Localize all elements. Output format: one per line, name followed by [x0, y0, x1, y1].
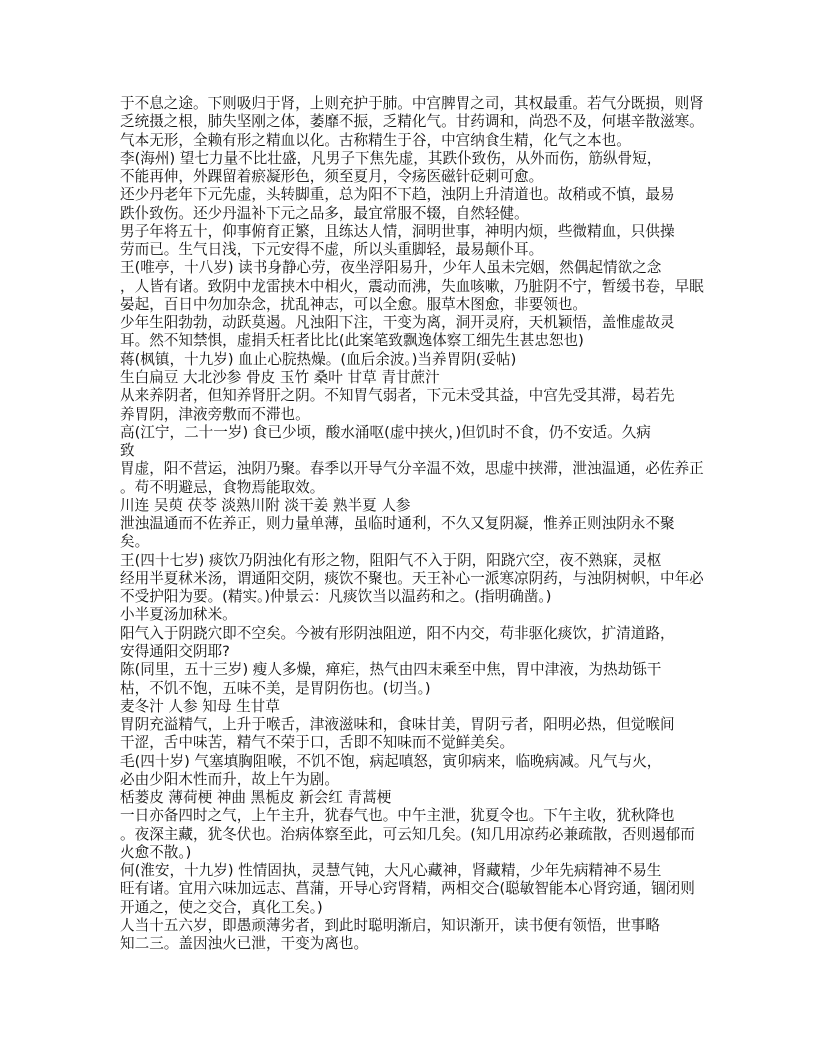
text-line: 生白扁豆 大北沙参 骨皮 玉竹 桑叶 甘草 青甘蔗汁	[120, 368, 440, 386]
text-line: 旺有诸。宜用六味加远志、菖蒲，开导心窍肾精，两相交合(聪敏智能本心肾窍通，锢闭则	[120, 880, 695, 898]
text-line: 男子年将五十，仰事俯育正繁，且练达人情，洞明世事，神明内烦，些微精血，只供操	[120, 222, 675, 240]
text-line: 麦冬汁 人参 知母 生甘草	[120, 697, 280, 715]
text-line: 高(江宁，二十一岁) 食已少顷，酸水涌呕(虚中挟火，)但饥时不食，仍不安适。久病	[120, 423, 651, 441]
text-line: 不受护阳为要。(精实。)仲景云：凡痰饮当以温药和之。(指明确凿。)	[120, 588, 552, 606]
text-line: 何(淮安，十九岁) 性情固执，灵慧气钝，大凡心藏神，肾藏精，少年先病精神不易生	[120, 862, 662, 880]
text-line: 人当十五六岁，即愚顽薄劣者，到此时聪明渐启，知识渐开，读书便有领悟，世事略	[120, 916, 660, 934]
text-line: 必由少阳木性而升，故上午为剧。	[120, 770, 339, 788]
text-line: 矣。	[120, 533, 150, 551]
text-line: ，人皆有诸。致阴中龙雷挟木中相火，震动而沸，失血咳嗽，乃脏阴不宁，暂缓书卷，早眠	[120, 277, 704, 295]
text-line: 火愈不散。)	[120, 843, 192, 861]
text-line: 胃虚，阳不营运，浊阴乃聚。春季以开导气分辛温不效，思虚中挟滞，泄浊温通，必佐养正	[120, 460, 704, 478]
text-line: 致	[120, 442, 135, 460]
text-line: 安得通阳交阴耶?	[120, 642, 230, 660]
text-line: 劳而已。生气日浅，下元安得不虚，所以头重脚轻，最易颠仆耳。	[120, 241, 544, 259]
text-line: 跌仆致伤。还少丹温补下元之品多，最宜常服不辍，自然轻健。	[120, 204, 529, 222]
text-line: 王(唯亭，十八岁) 读书身静心劳，夜坐浮阳易升，少年人虽未完姻，然偶起情欲之念	[120, 259, 662, 277]
text-line: 耳。然不知禁惧，虚捐夭枉者比比(此案笔致飘逸体察工细先生甚忠恕也)	[120, 332, 584, 350]
text-line: 泄浊温通而不佐养正，则力量单薄，虽临时通利，不久又复阴凝，惟养正则浊阴永不聚	[120, 515, 675, 533]
text-line: 小半夏汤加秫米。	[120, 606, 237, 624]
text-line: 从来养阴者，但知养肾肝之阴。不知胃气弱者，下元未受其益，中宫先受其滞，曷若先	[120, 387, 675, 405]
text-line: 养胃阴，津液旁敷而不滞也。	[120, 405, 310, 423]
text-line: 经用半夏秫米汤，谓通阳交阴，痰饮不聚也。天王补心一派寒凉阴药，与浊阴树帜，中年必	[120, 569, 704, 587]
text-line: 枯，不饥不饱，五味不美，是胃阴伤也。(切当。)	[120, 679, 431, 697]
text-line: 少年生阳勃勃，动跃莫遏。凡浊阳下注，干变为离，洞开灵府，天机颖悟，盖惟虚故灵	[120, 314, 675, 332]
text-line: 阳气入于阴跷穴即不空矣。今被有形阴浊阻逆，阳不内交，苟非驱化痰饮，扩清道路，	[120, 624, 675, 642]
text-line: 。苟不明避忌，食物焉能取效。	[120, 478, 325, 496]
text-line: 。夜深主藏，犹冬伏也。治病体察至此，可云知几矣。(知几用凉药必兼疏散，否则遏郁而	[120, 825, 695, 843]
text-line: 不能再伸，外踝留着瘀凝形色，须至夏月，令疡医磁针砭刺可愈。	[120, 168, 544, 186]
text-line: 干涩，舌中味苦，精气不荣于口，舌即不知味而不觉鲜美矣。	[120, 734, 515, 752]
text-line: 开通之，使之交合，真化工矣。)	[120, 898, 323, 916]
text-line: 蒋(枫镇，十九岁) 血止心脘热燥。(血后余波。)当养胃阴(妥帖)	[120, 350, 517, 368]
text-line: 川连 吴萸 茯苓 淡熟川附 淡干姜 熟半夏 人参	[120, 496, 411, 514]
text-line: 毛(四十岁) 气塞填胸阻喉，不饥不饱，病起嗔怒，寅卯病来，临晚病减。凡气与火，	[120, 752, 662, 770]
text-line: 还少丹老年下元先虚，头转脚重，总为阳不下趋，浊阴上升清道也。故稍或不慎，最易	[120, 186, 675, 204]
text-line: 一日亦备四时之气，上午主升，犹春气也。中午主泄，犹夏令也。下午主收，犹秋降也	[120, 807, 675, 825]
text-line: 胃阴充溢精气，上升于喉舌，津液滋味和，食味甘美，胃阴亏者，阳明必热，但觉喉间	[120, 716, 675, 734]
text-line: 李(海州) 望七力量不比壮盛，凡男子下焦先虚，其跌仆致伤，从外而伤，筋纵骨短，	[120, 149, 662, 167]
text-line: 晏起，百日中勿加杂念，扰乱神志，可以全愈。服草木图愈，非要领也。	[120, 295, 588, 313]
text-line: 王(四十七岁) 痰饮乃阴浊化有形之物，阻阳气不入于阴，阳跷穴空，夜不熟寐，灵枢	[120, 551, 662, 569]
text-line: 栝蒌皮 薄荷梗 神曲 黑栀皮 新会红 青蒿梗	[120, 789, 392, 807]
text-line: 陈(同里，五十三岁) 瘦人多燥，瘅疟，热气由四末乘至中焦，胃中津液，为热劫铄干	[120, 661, 662, 679]
text-line: 于不息之途。下则吸归于肾，上则充护于肺。中宫脾胃之司，其权最重。若气分既损，则肾	[120, 95, 704, 112]
text-line: 气本无形，全赖有形之精血以化。古称精生于谷，中宫纳食生精，化气之本也。	[120, 131, 631, 149]
document-page	[120, 95, 720, 953]
text-line: 知二三。盖因浊火已泄，干变为离也。	[120, 935, 369, 953]
text-line: 乏统摄之根，肺失坚刚之体，萎靡不振，乏精化气。甘药调和，尚恐不及，何堪辛散滋寒。	[120, 113, 704, 131]
